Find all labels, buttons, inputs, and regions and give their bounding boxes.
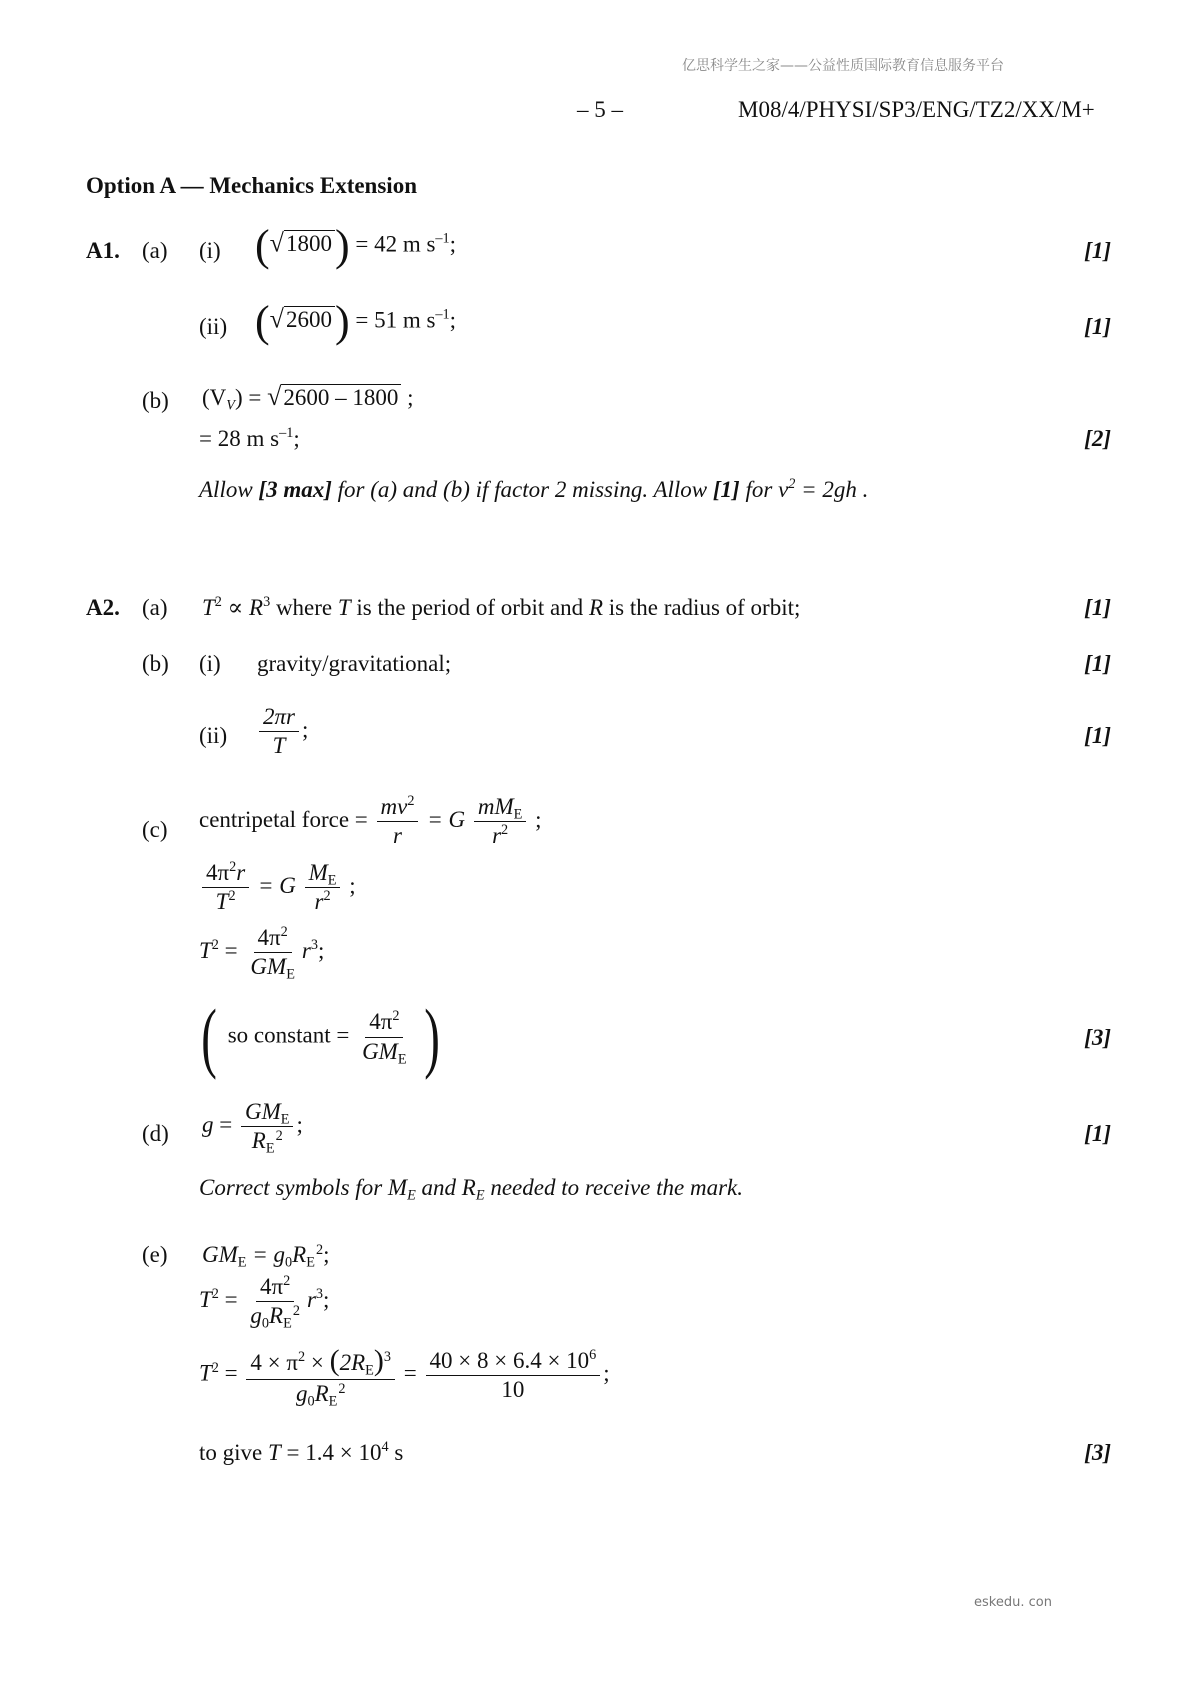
a1-a-i-radicand: 1800 [284, 230, 335, 255]
a2-e-line-3: $T^2$ = $\frac{4 \times \pi^2 \times (2R_E)^3}{g_0R_E^2}$ = $\frac{40 \times 8 \times 6.4 \times 10^6}{10}$ ; [199, 1344, 610, 1409]
a1-a-ii-radicand: 2600 [284, 306, 335, 331]
a2-b-i-answer: gravity/gravitational; [257, 651, 452, 676]
a1-a-ii-mark: [1] [1084, 314, 1111, 339]
a2-a-answer: $T^2 \propto R^3$ where T is the period of orbit and R is the radius of orbit; [202, 594, 801, 620]
a2-b-i-label: (i) [199, 651, 221, 676]
a1-b-line-2: = 28 m $s^{-1}$; [199, 425, 300, 451]
a2-c-line-2: $\frac{4\pi^2r}{T^2}$ = G $\frac{M_E}{r^2}$ ; [199, 861, 356, 914]
a2-d-mark: [1] [1084, 1121, 1111, 1146]
a2-e-line-4: to give $T = 1.4 \times 10^4$ s [199, 1439, 404, 1465]
a2-c-line-3: $T^2$ = $\frac{4\pi^2}{GM_E}$ $r^3$; [199, 924, 325, 983]
a1-b-mark: [2] [1084, 426, 1111, 451]
a2-d-answer: g = $\frac{GM_E}{R_E^2}$ ; [202, 1099, 303, 1157]
a1-marking-note: Allow [3 max] for (a) and (b) if factor 2 missing. Allow [1] for $v^2 = 2gh$ . [199, 476, 869, 502]
a2-part-b-label: (b) [142, 651, 169, 676]
a2-d-marking-note: Correct symbols for $M_E$ and $R_E$ needed to receive the mark. [199, 1175, 743, 1204]
footer-site: eskedu. con [974, 1595, 1052, 1610]
a2-b-ii-answer: $\frac{2\pi r}{T}$ ; [256, 705, 308, 758]
a1-a-i-mark: [1] [1084, 238, 1111, 263]
a2-e-mark: [3] [1084, 1440, 1111, 1465]
a2-part-e-label: (e) [142, 1242, 168, 1267]
a1-a-i-label: (i) [199, 238, 221, 263]
a2-part-a-label: (a) [142, 595, 168, 620]
question-a1-label: A1. [86, 238, 120, 263]
a1-a-ii-label: (ii) [199, 314, 228, 339]
a1-part-a-label: (a) [142, 238, 168, 263]
site-banner: 亿思科学生之家——公益性质国际教育信息服务平台 [682, 58, 1004, 74]
a1-part-b-label: (b) [142, 388, 169, 413]
a1-b-line-1: $(V_V) = √2600 - 1800$ ; [202, 382, 414, 414]
a2-part-d-label: (d) [142, 1121, 169, 1146]
a2-a-mark: [1] [1084, 595, 1111, 620]
document-code: M08/4/PHYSI/SP3/ENG/TZ2/XX/M+ [738, 97, 1095, 122]
a2-e-line-1: $GM_E = g_0R_E^2$; [202, 1242, 330, 1271]
a2-b-ii-mark: [1] [1084, 723, 1111, 748]
a2-c-line-4: ( so constant = $\frac{4\pi^2}{GM_E}$ ) [201, 993, 441, 1080]
section-title: Option A — Mechanics Extension [86, 173, 417, 198]
a2-c-line-1: centripetal force = $\frac{mv^2}{r}$ = G $\frac{mM_E}{r^2}$ ; [199, 793, 542, 849]
a2-part-c-label: (c) [142, 817, 168, 842]
a2-b-ii-label: (ii) [199, 723, 228, 748]
a1-a-i-answer: (√1800) = 42 m $s^{-1}$; [255, 221, 457, 270]
question-a2-label: A2. [86, 595, 120, 620]
a2-b-i-mark: [1] [1084, 651, 1111, 676]
a2-e-line-2: $T^2$ = $\frac{4\pi^2}{g_0R_E^2}$ $r^3$; [199, 1273, 330, 1332]
page-number: – 5 – [577, 97, 623, 122]
a2-c-mark: [3] [1084, 1025, 1111, 1050]
a1-b-radicand: 2600 – 1800 [281, 384, 401, 409]
a1-a-ii-answer: (√2600) = 51 m $s^{-1}$; [255, 297, 457, 346]
